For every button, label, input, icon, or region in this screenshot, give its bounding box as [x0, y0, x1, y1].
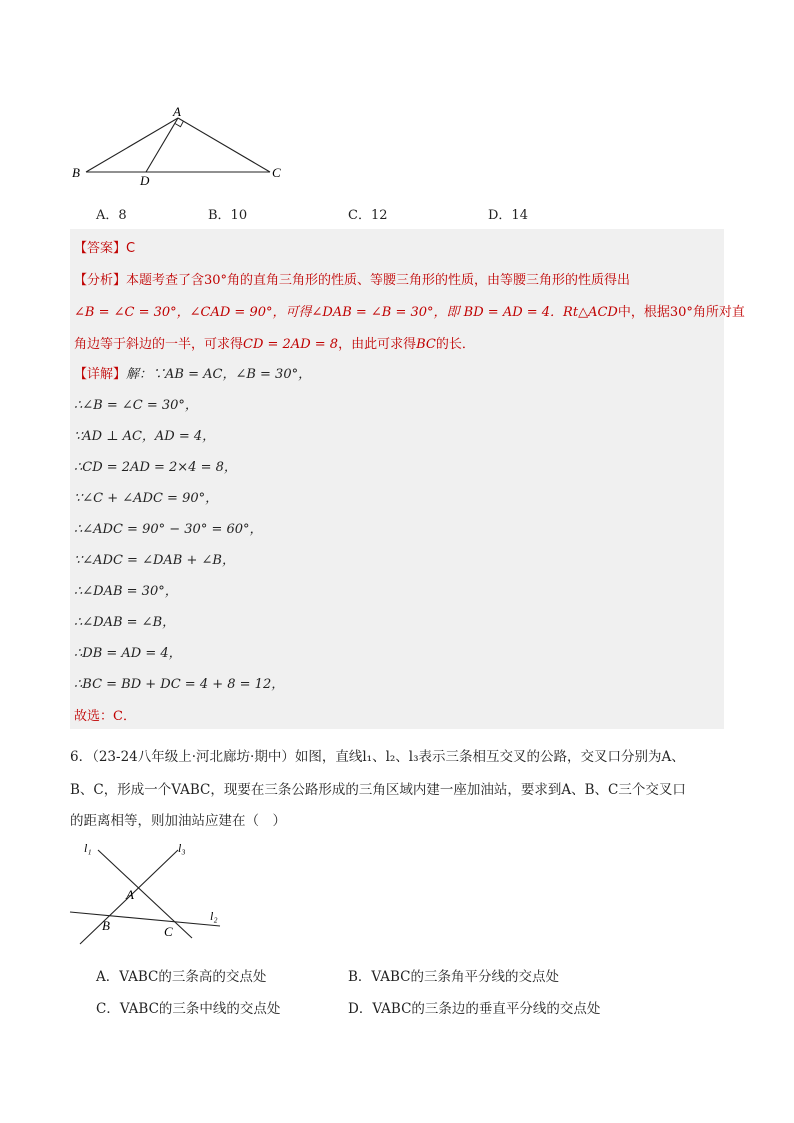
- detail-label: 【详解】: [74, 367, 127, 382]
- detail-step: ∴∠DAB = ∠B，: [74, 615, 176, 630]
- detail-step: ∵∠ADC = ∠DAB + ∠B，: [74, 553, 235, 568]
- answer-value: C: [126, 241, 136, 256]
- detail-step: ∴CD = 2AD = 2×4 = 8，: [74, 460, 237, 475]
- q5-option-c[interactable]: C．12: [348, 208, 388, 223]
- label-b: B: [102, 918, 110, 933]
- label-a: A: [173, 104, 181, 119]
- detail-step: ∴DB = AD = 4，: [74, 646, 182, 661]
- label-l3: l₃: [178, 841, 186, 855]
- detail-step: ∴BC = BD + DC = 4 + 8 = 12，: [74, 677, 285, 692]
- analysis-math-3b: BC: [416, 337, 436, 352]
- detail-step: ∴∠B = ∠C = 30°，: [74, 398, 198, 413]
- analysis-text-1: 本题考查了含30°角的直角三角形的性质、等腰三角形的性质，由等腰三角形的性质得出: [126, 273, 631, 288]
- q6-option-b[interactable]: B．VABC的三条角平分线的交点处: [348, 969, 560, 985]
- q6-option-a[interactable]: A．VABC的三条高的交点处: [96, 969, 267, 985]
- analysis-text-3c: 的长．: [435, 337, 475, 352]
- q5-option-b[interactable]: B．10: [208, 208, 248, 223]
- analysis-label: 【分析】: [74, 273, 127, 288]
- analysis-line-2: [74, 301, 745, 320]
- analysis-text-3b: ，由此可求得: [338, 337, 417, 352]
- detail-step: ∵∠C + ∠ADC = 90°，: [74, 491, 219, 506]
- answer-label: 【答案】: [74, 241, 127, 256]
- segment-ab: [86, 118, 178, 172]
- q6-line-3: 的距离相等，则加油站应建在（ ）: [70, 813, 286, 829]
- analysis-text-2: 中，根据30°角所对直: [617, 305, 745, 320]
- label-c: C: [164, 924, 173, 939]
- detail-first: 解：∵AB = AC，∠B = 30°，: [126, 367, 312, 382]
- analysis-math-3: CD = 2AD = 8: [243, 337, 339, 352]
- analysis-text-3a: 角边等于斜边的一半，可求得: [74, 337, 244, 352]
- label-l1: l₁: [84, 841, 92, 855]
- detail-step: ∴∠DAB = 30°，: [74, 584, 178, 599]
- segment-ad: [146, 118, 178, 172]
- q6-line-2: B、C，形成一个VABC，现要在三条公路形成的三角区域内建一座加油站，要求到A、B、C三个交叉口: [70, 782, 686, 798]
- roads-figure: [60, 838, 240, 950]
- q5-option-d[interactable]: D．14: [488, 208, 528, 223]
- analysis-math-2: ∠B = ∠C = 30°，∠CAD = 90°，可得∠DAB = ∠B = 30°，即 BD = AD = 4．Rt△ACD: [74, 305, 618, 320]
- detail-step: ∵AD ⊥ AC，AD = 4，: [74, 429, 216, 444]
- road-l1: [98, 850, 192, 938]
- detail-line-0: [74, 363, 311, 382]
- triangle-figure-1: [60, 98, 300, 190]
- label-a: A: [126, 887, 134, 902]
- answer-line: [74, 237, 135, 256]
- road-l2: [70, 912, 220, 926]
- q5-option-a[interactable]: A．8: [96, 208, 127, 223]
- label-b: B: [72, 165, 80, 180]
- label-c: C: [272, 165, 281, 180]
- analysis-line-1: [74, 269, 630, 288]
- q6-line-1: 6．（23-24八年级上·河北廊坊·期中）如图，直线l₁、l₂、l₃表示三条相互交叉的公路，交叉口分别为A、: [70, 749, 685, 765]
- solution-panel: [70, 229, 745, 729]
- segment-ac: [178, 118, 270, 172]
- conclusion: 故选：C．: [74, 709, 136, 724]
- label-l2: l₂: [210, 909, 218, 923]
- analysis-line-3: [74, 333, 475, 352]
- detail-step: ∴∠ADC = 90° − 30° = 60°，: [74, 522, 263, 537]
- q6-option-d[interactable]: D．VABC的三条边的垂直平分线的交点处: [348, 1001, 601, 1017]
- q6-option-c[interactable]: C．VABC的三条中线的交点处: [96, 1001, 281, 1017]
- label-d: D: [140, 173, 150, 188]
